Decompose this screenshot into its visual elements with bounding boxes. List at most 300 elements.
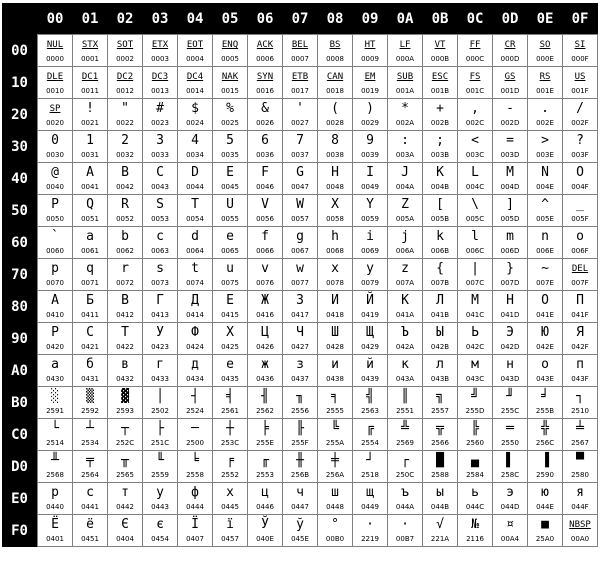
character-glyph: n <box>541 229 549 244</box>
character-cell <box>38 387 73 419</box>
character-cell <box>423 451 458 483</box>
unicode-code: 0072 <box>116 279 134 287</box>
character-glyph: ╜ <box>506 389 514 404</box>
unicode-code: 250C <box>395 471 415 479</box>
unicode-code: 2550 <box>501 439 519 447</box>
unicode-code: 0050 <box>46 215 64 223</box>
character-cell <box>318 259 353 291</box>
corner-cell <box>2 3 38 35</box>
character-cell <box>318 419 353 451</box>
character-cell <box>423 291 458 323</box>
unicode-code: 2524 <box>186 407 204 415</box>
character-cell <box>458 67 493 99</box>
character-glyph: 3 <box>156 133 164 148</box>
unicode-code: 0428 <box>326 343 344 351</box>
unicode-code: 041C <box>465 311 485 319</box>
character-cell <box>283 483 318 515</box>
character-cell <box>108 195 143 227</box>
character-cell <box>178 67 213 99</box>
character-glyph: у <box>156 485 164 500</box>
unicode-code: 002B <box>430 119 450 127</box>
unicode-code: 0047 <box>291 183 309 191</box>
character-cell <box>353 227 388 259</box>
character-cell <box>458 99 493 131</box>
character-cell <box>248 227 283 259</box>
character-cell <box>108 163 143 195</box>
character-cell <box>213 483 248 515</box>
unicode-code: 005F <box>571 215 589 223</box>
unicode-code: 2564 <box>81 471 99 479</box>
character-cell <box>143 227 178 259</box>
character-cell <box>353 483 388 515</box>
unicode-code: 0007 <box>291 55 309 63</box>
character-cell <box>458 35 493 67</box>
character-glyph: e <box>226 229 234 244</box>
unicode-code: 0006 <box>256 55 274 63</box>
character-glyph: f <box>261 229 269 244</box>
character-cell <box>108 355 143 387</box>
column-header: 00 <box>38 3 73 35</box>
column-header: 06 <box>248 3 283 35</box>
character-glyph: Z <box>401 197 409 212</box>
unicode-code: 005B <box>430 215 450 223</box>
unicode-code: 044D <box>500 503 520 511</box>
unicode-code: 001A <box>395 87 415 95</box>
character-cell <box>38 195 73 227</box>
unicode-code: 253C <box>220 439 240 447</box>
unicode-code: 044A <box>395 503 415 511</box>
character-glyph: # <box>156 101 164 116</box>
unicode-code: 0073 <box>151 279 169 287</box>
character-cell <box>283 259 318 291</box>
character-cell <box>248 259 283 291</box>
column-header: 0F <box>563 3 598 35</box>
unicode-code: 0056 <box>256 215 274 223</box>
character-cell <box>563 355 598 387</box>
unicode-code: 0019 <box>361 87 379 95</box>
character-cell <box>528 163 563 195</box>
unicode-code: 0429 <box>361 343 379 351</box>
unicode-code: 0057 <box>291 215 309 223</box>
unicode-code: 0046 <box>256 183 274 191</box>
unicode-code: 0071 <box>81 279 99 287</box>
column-header: 0D <box>493 3 528 35</box>
unicode-code: 007F <box>571 279 589 287</box>
character-glyph: я <box>576 485 584 500</box>
unicode-code: 045E <box>291 535 309 543</box>
unicode-code: 00A4 <box>500 535 520 543</box>
unicode-code: 0044 <box>186 183 204 191</box>
character-glyph: H <box>331 165 339 180</box>
character-glyph: I <box>366 165 374 180</box>
character-glyph: $ <box>191 101 199 116</box>
character-cell <box>353 131 388 163</box>
character-glyph: ш <box>331 485 339 500</box>
character-cell <box>143 291 178 323</box>
character-cell <box>108 131 143 163</box>
row-header: C0 <box>2 419 38 451</box>
unicode-code: 0065 <box>221 247 239 255</box>
character-glyph: ■ <box>541 517 549 532</box>
character-cell <box>283 99 318 131</box>
unicode-code: 0451 <box>81 535 99 543</box>
character-cell <box>388 355 423 387</box>
character-cell <box>143 451 178 483</box>
character-glyph: є <box>156 517 164 532</box>
character-cell <box>353 419 388 451</box>
unicode-code: 000E <box>536 55 554 63</box>
character-glyph: h <box>331 229 339 244</box>
unicode-code: 0022 <box>116 119 134 127</box>
column-header: 05 <box>213 3 248 35</box>
unicode-code: 041A <box>395 311 415 319</box>
unicode-code: 2555 <box>326 407 344 415</box>
unicode-code: 043B <box>430 375 450 383</box>
character-glyph: C <box>156 165 164 180</box>
unicode-code: 005E <box>536 215 554 223</box>
character-glyph: ═ <box>506 421 514 436</box>
unicode-code: 003F <box>571 151 589 159</box>
character-glyph: ║ <box>401 389 409 404</box>
character-glyph: CR <box>504 40 516 50</box>
character-glyph: NAK <box>221 72 239 82</box>
character-cell <box>528 35 563 67</box>
table-row <box>2 355 598 387</box>
character-glyph: BS <box>329 40 341 50</box>
character-cell <box>213 195 248 227</box>
unicode-code: 0036 <box>256 151 274 159</box>
character-cell <box>108 515 143 547</box>
character-glyph: DC4 <box>186 72 204 82</box>
character-cell <box>213 419 248 451</box>
unicode-code: 0034 <box>186 151 204 159</box>
unicode-code: 2592 <box>81 407 99 415</box>
unicode-code: 0449 <box>361 503 379 511</box>
character-cell <box>283 387 318 419</box>
character-glyph: Ь <box>471 325 479 340</box>
character-cell <box>493 291 528 323</box>
unicode-code: 0029 <box>361 119 379 127</box>
character-glyph: б <box>86 357 94 372</box>
character-glyph: й <box>366 357 374 372</box>
character-cell <box>563 483 598 515</box>
character-glyph: Ъ <box>401 325 409 340</box>
unicode-code: 0423 <box>151 343 169 351</box>
character-glyph: ╩ <box>401 421 409 436</box>
character-glyph: G <box>296 165 304 180</box>
table-row <box>2 195 598 227</box>
unicode-code: 0419 <box>361 311 379 319</box>
row-header: 60 <box>2 227 38 259</box>
unicode-code: 0074 <box>186 279 204 287</box>
unicode-code: 2502 <box>151 407 169 415</box>
character-glyph: Щ <box>366 325 374 340</box>
table-row <box>2 259 598 291</box>
character-glyph: л <box>436 357 444 372</box>
character-glyph: ў <box>296 517 304 532</box>
character-cell <box>248 291 283 323</box>
character-cell <box>493 323 528 355</box>
unicode-code: 2534 <box>81 439 99 447</box>
character-glyph: LF <box>399 40 411 50</box>
character-glyph: ▌ <box>506 453 514 468</box>
unicode-code: 258C <box>500 471 520 479</box>
character-cell <box>73 35 108 67</box>
character-cell <box>283 227 318 259</box>
character-glyph: ╗ <box>436 389 444 404</box>
character-glyph: Ю <box>541 325 549 340</box>
character-glyph: М <box>471 293 479 308</box>
character-cell <box>318 451 353 483</box>
unicode-code: 2554 <box>361 439 379 447</box>
character-cell <box>38 451 73 483</box>
character-cell <box>213 163 248 195</box>
character-glyph: Є <box>121 517 129 532</box>
unicode-code: 0008 <box>326 55 344 63</box>
unicode-code: 0032 <box>116 151 134 159</box>
character-cell <box>493 515 528 547</box>
character-cell <box>423 195 458 227</box>
character-cell <box>108 259 143 291</box>
column-header: 03 <box>143 3 178 35</box>
character-cell <box>248 163 283 195</box>
character-glyph: SYN <box>256 72 274 82</box>
character-glyph: к <box>401 357 409 372</box>
unicode-code: 0035 <box>221 151 239 159</box>
character-glyph: = <box>506 133 514 148</box>
unicode-code: 2559 <box>151 471 169 479</box>
character-cell <box>38 291 73 323</box>
character-glyph: i <box>366 229 374 244</box>
character-cell <box>458 227 493 259</box>
character-glyph: ▐ <box>541 453 549 468</box>
character-cell <box>318 99 353 131</box>
unicode-code: 044C <box>465 503 485 511</box>
unicode-code: 0426 <box>256 343 274 351</box>
character-cell <box>178 227 213 259</box>
unicode-code: 0030 <box>46 151 64 159</box>
character-glyph: ╛ <box>541 389 549 404</box>
unicode-code: 0401 <box>46 535 64 543</box>
character-glyph: Ї <box>191 517 199 532</box>
character-cell <box>213 99 248 131</box>
character-cell <box>318 35 353 67</box>
character-glyph: m <box>506 229 514 244</box>
character-cell <box>248 195 283 227</box>
character-glyph: RS <box>539 72 551 82</box>
character-cell <box>528 419 563 451</box>
unicode-code: 252C <box>115 439 135 447</box>
unicode-code: 0037 <box>291 151 309 159</box>
character-glyph: v <box>261 261 269 276</box>
character-cell <box>178 163 213 195</box>
character-cell <box>353 451 388 483</box>
column-header: 02 <box>108 3 143 35</box>
unicode-code: 255D <box>465 407 485 415</box>
unicode-code: 041F <box>571 311 589 319</box>
character-cell <box>563 227 598 259</box>
character-cell <box>563 99 598 131</box>
character-glyph: С <box>86 325 94 340</box>
character-cell <box>423 355 458 387</box>
unicode-code: 0427 <box>291 343 309 351</box>
character-glyph: HT <box>364 40 376 50</box>
character-cell <box>388 195 423 227</box>
unicode-code: 0410 <box>46 311 64 319</box>
character-glyph: ( <box>331 101 339 116</box>
column-header: 09 <box>353 3 388 35</box>
character-cell <box>493 355 528 387</box>
unicode-code: 003E <box>536 151 554 159</box>
character-glyph: SI <box>574 40 586 50</box>
character-glyph: Ш <box>331 325 339 340</box>
unicode-code: 042C <box>465 343 485 351</box>
character-glyph: ╓ <box>261 453 269 468</box>
character-cell <box>353 99 388 131</box>
character-glyph: { <box>436 261 444 276</box>
character-cell <box>528 291 563 323</box>
unicode-code: 044E <box>536 503 554 511</box>
character-glyph: ┘ <box>366 453 374 468</box>
character-cell <box>108 451 143 483</box>
character-cell <box>213 323 248 355</box>
character-cell <box>108 99 143 131</box>
unicode-code: 0440 <box>46 503 64 511</box>
character-glyph: ─ <box>191 421 199 436</box>
character-cell <box>458 291 493 323</box>
unicode-code: 005A <box>395 215 415 223</box>
character-glyph: V <box>261 197 269 212</box>
unicode-code: 003A <box>395 151 415 159</box>
character-glyph: п <box>576 357 584 372</box>
character-glyph: g <box>296 229 304 244</box>
character-glyph: a <box>86 229 94 244</box>
character-cell <box>143 195 178 227</box>
character-glyph: Т <box>121 325 129 340</box>
character-glyph: t <box>191 261 199 276</box>
character-cell <box>248 483 283 515</box>
unicode-code: 251C <box>150 439 170 447</box>
character-glyph: ETB <box>291 72 309 82</box>
character-cell <box>563 35 598 67</box>
character-cell <box>143 67 178 99</box>
unicode-code: 0059 <box>361 215 379 223</box>
character-cell <box>353 291 388 323</box>
row-header: E0 <box>2 483 38 515</box>
unicode-code: 0028 <box>326 119 344 127</box>
character-cell <box>493 387 528 419</box>
character-glyph: ┼ <box>226 421 234 436</box>
character-cell <box>318 515 353 547</box>
character-glyph: < <box>471 133 479 148</box>
unicode-code: 004F <box>571 183 589 191</box>
character-glyph: _ <box>576 197 584 212</box>
character-cell <box>388 259 423 291</box>
character-cell <box>528 227 563 259</box>
unicode-code: 256B <box>290 471 310 479</box>
row-header: 40 <box>2 163 38 195</box>
unicode-code: 002D <box>500 119 520 127</box>
character-cell <box>563 323 598 355</box>
unicode-code: 044F <box>571 503 589 511</box>
unicode-code: 000D <box>500 55 520 63</box>
unicode-code: 2588 <box>431 471 449 479</box>
unicode-code: 006D <box>500 247 520 255</box>
character-glyph: ╡ <box>226 389 234 404</box>
character-glyph: B <box>121 165 129 180</box>
unicode-code: 004E <box>536 183 554 191</box>
unicode-code: 0020 <box>46 119 64 127</box>
character-glyph: Y <box>366 197 374 212</box>
character-glyph: w <box>296 261 304 276</box>
table-row <box>2 419 598 451</box>
character-cell <box>388 227 423 259</box>
character-glyph: 8 <box>331 133 339 148</box>
unicode-code: 0076 <box>256 279 274 287</box>
character-cell <box>213 291 248 323</box>
unicode-code: 0048 <box>326 183 344 191</box>
character-cell <box>283 419 318 451</box>
character-glyph: ╤ <box>86 453 94 468</box>
character-glyph: │ <box>156 389 164 404</box>
character-glyph: ╫ <box>296 453 304 468</box>
character-glyph: ╢ <box>261 389 269 404</box>
character-cell <box>493 259 528 291</box>
unicode-code: 0079 <box>361 279 379 287</box>
character-glyph: з <box>296 357 304 372</box>
unicode-code: 0018 <box>326 87 344 95</box>
character-glyph: ┴ <box>86 421 94 436</box>
character-cell <box>73 227 108 259</box>
character-glyph: Ж <box>261 293 269 308</box>
unicode-code: 0004 <box>186 55 204 63</box>
unicode-code: 0443 <box>151 503 169 511</box>
character-cell <box>283 131 318 163</box>
character-glyph: ESC <box>431 72 449 82</box>
character-cell <box>108 227 143 259</box>
unicode-code: 001F <box>571 87 589 95</box>
character-cell <box>73 515 108 547</box>
unicode-code: 0418 <box>326 311 344 319</box>
character-cell <box>143 419 178 451</box>
unicode-code: 0060 <box>46 247 64 255</box>
unicode-code: 043A <box>395 375 415 383</box>
character-cell <box>108 67 143 99</box>
unicode-code: 0014 <box>186 87 204 95</box>
unicode-code: 007C <box>465 279 485 287</box>
character-cell <box>388 163 423 195</box>
unicode-code: 042A <box>395 343 415 351</box>
unicode-code: 001C <box>465 87 485 95</box>
character-glyph: DC1 <box>81 72 99 82</box>
unicode-code: 001B <box>430 87 450 95</box>
character-cell <box>178 259 213 291</box>
table-row <box>2 515 598 547</box>
character-cell <box>108 291 143 323</box>
character-cell <box>528 355 563 387</box>
unicode-code: 0002 <box>116 55 134 63</box>
character-cell <box>38 323 73 355</box>
character-glyph: SO <box>539 40 551 50</box>
unicode-code: 0042 <box>116 183 134 191</box>
character-glyph: 5 <box>226 133 234 148</box>
character-cell <box>318 483 353 515</box>
unicode-code: 000F <box>571 55 589 63</box>
character-cell <box>143 259 178 291</box>
character-cell <box>493 67 528 99</box>
character-cell <box>108 419 143 451</box>
character-glyph: U <box>226 197 234 212</box>
